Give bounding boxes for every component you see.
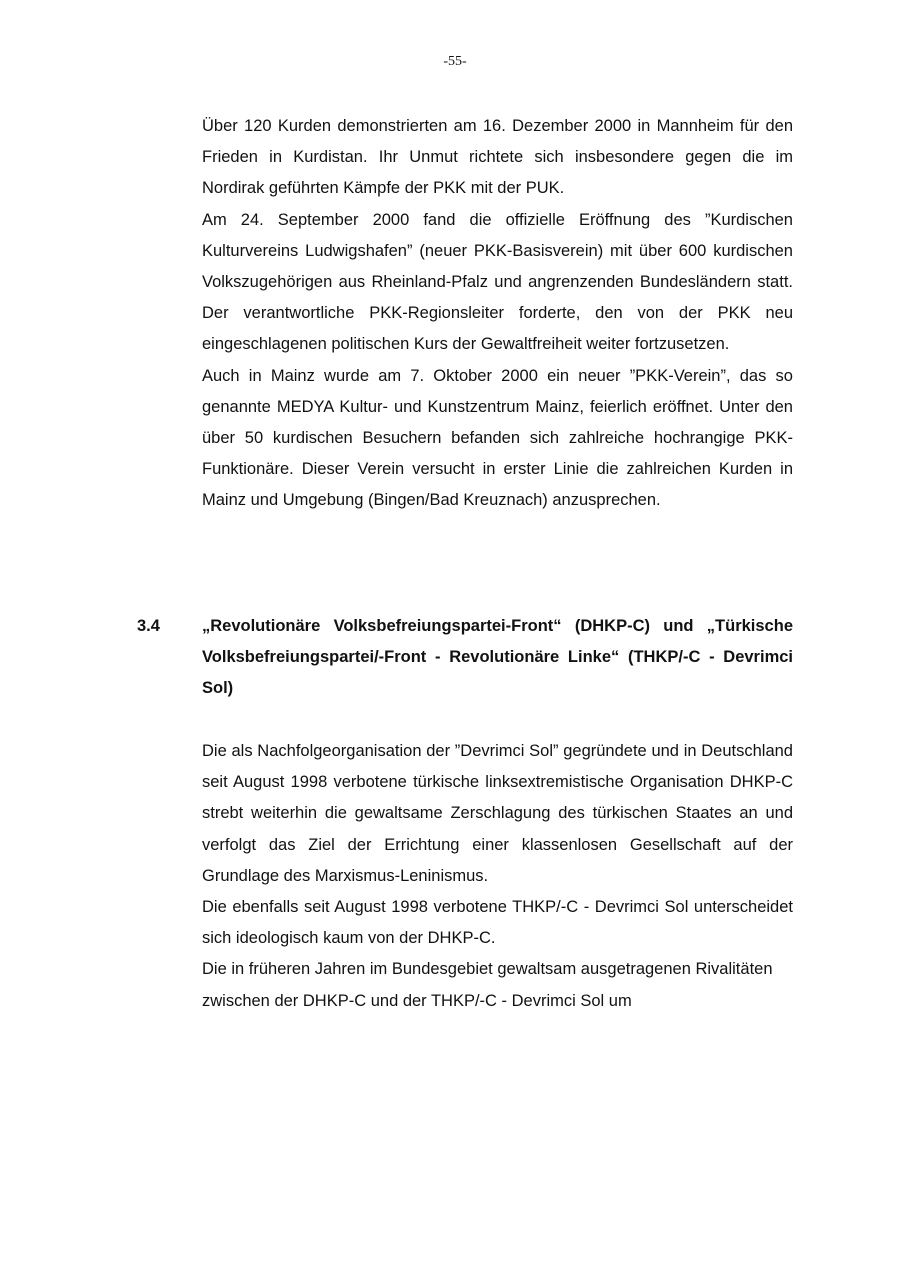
paragraph-thkp-c-ideologie: Die ebenfalls seit August 1998 verbotene THKP/-C - Devrimci Sol unterscheidet sich ideologisch kaum von der DHKP-C. [202,898,793,948]
paragraph-medya-mainz: Auch in Mainz wurde am 7. Oktober 2000 ein neuer ”PKK-Verein”, das so genannte MEDYA Kultur- und Kunstzentrum Mainz, feierlich eröffnet. Unter den über 50 kurdischen Besuchern befanden sich zahlreiche hochrangige PKK-Funktionäre. Dieser Verein versucht in erster Linie die zahlreichen Kurden in Mainz und Umgebung (Bingen/Bad Kreuznach) anzusprechen. [202,366,793,510]
page-number: -55- [443,54,467,69]
section-title: „Revolutionäre Volksbefreiungspartei-Front“ (DHKP-C) und „Türkische Volksbefreiungspartei/-Front - Revolutionäre Linke“ (THKP/-C - Devrimci Sol) [202,617,793,698]
paragraph-kulturverein-ludwigshafen: Am 24. September 2000 fand die offizielle Eröffnung des ”Kurdischen Kulturvereins Ludwigshafen” (neuer PKK-Basisverein) mit über 600 kurdischen Volkszugehörigen aus Rheinland-Pfalz und angrenzenden Bundesländern statt. Der verantwortliche PKK-Regionsleiter forderte, den von der PKK neu eingeschlagenen politischen Kurs der Gewaltfreiheit weiter fortzusetzen. [202,210,793,354]
intro-text-block [202,111,793,517]
paragraph-rivalitaeten: Die in früheren Jahren im Bundesgebiet gewaltsam ausgetragenen Rivalitäten zwischen der DHKP-C und der THKP/-C - Devrimci Sol um [202,960,773,1010]
section-text-block [202,736,793,1017]
section-number: 3.4 [137,617,160,635]
paragraph-kurden-demonstration: Über 120 Kurden demonstrierten am 16. Dezember 2000 in Mannheim für den Frieden in Kurdistan. Ihr Unmut richtete sich insbesondere gegen die im Nordirak geführten Kämpfe der PKK mit der PUK. [202,117,793,198]
paragraph-dhkp-c-ziele: Die als Nachfolgeorganisation der ”Devrimci Sol” gegründete und in Deutschland seit August 1998 verbotene türkische linksextremistische Organisation DHKP-C strebt weiterhin die gewaltsame Zerschlagung des türkischen Staates an und verfolgt das Ziel der Errichtung einer klassenlosen Gesellschaft auf der Grundlage des Marxismus-Leninismus. [202,742,793,885]
